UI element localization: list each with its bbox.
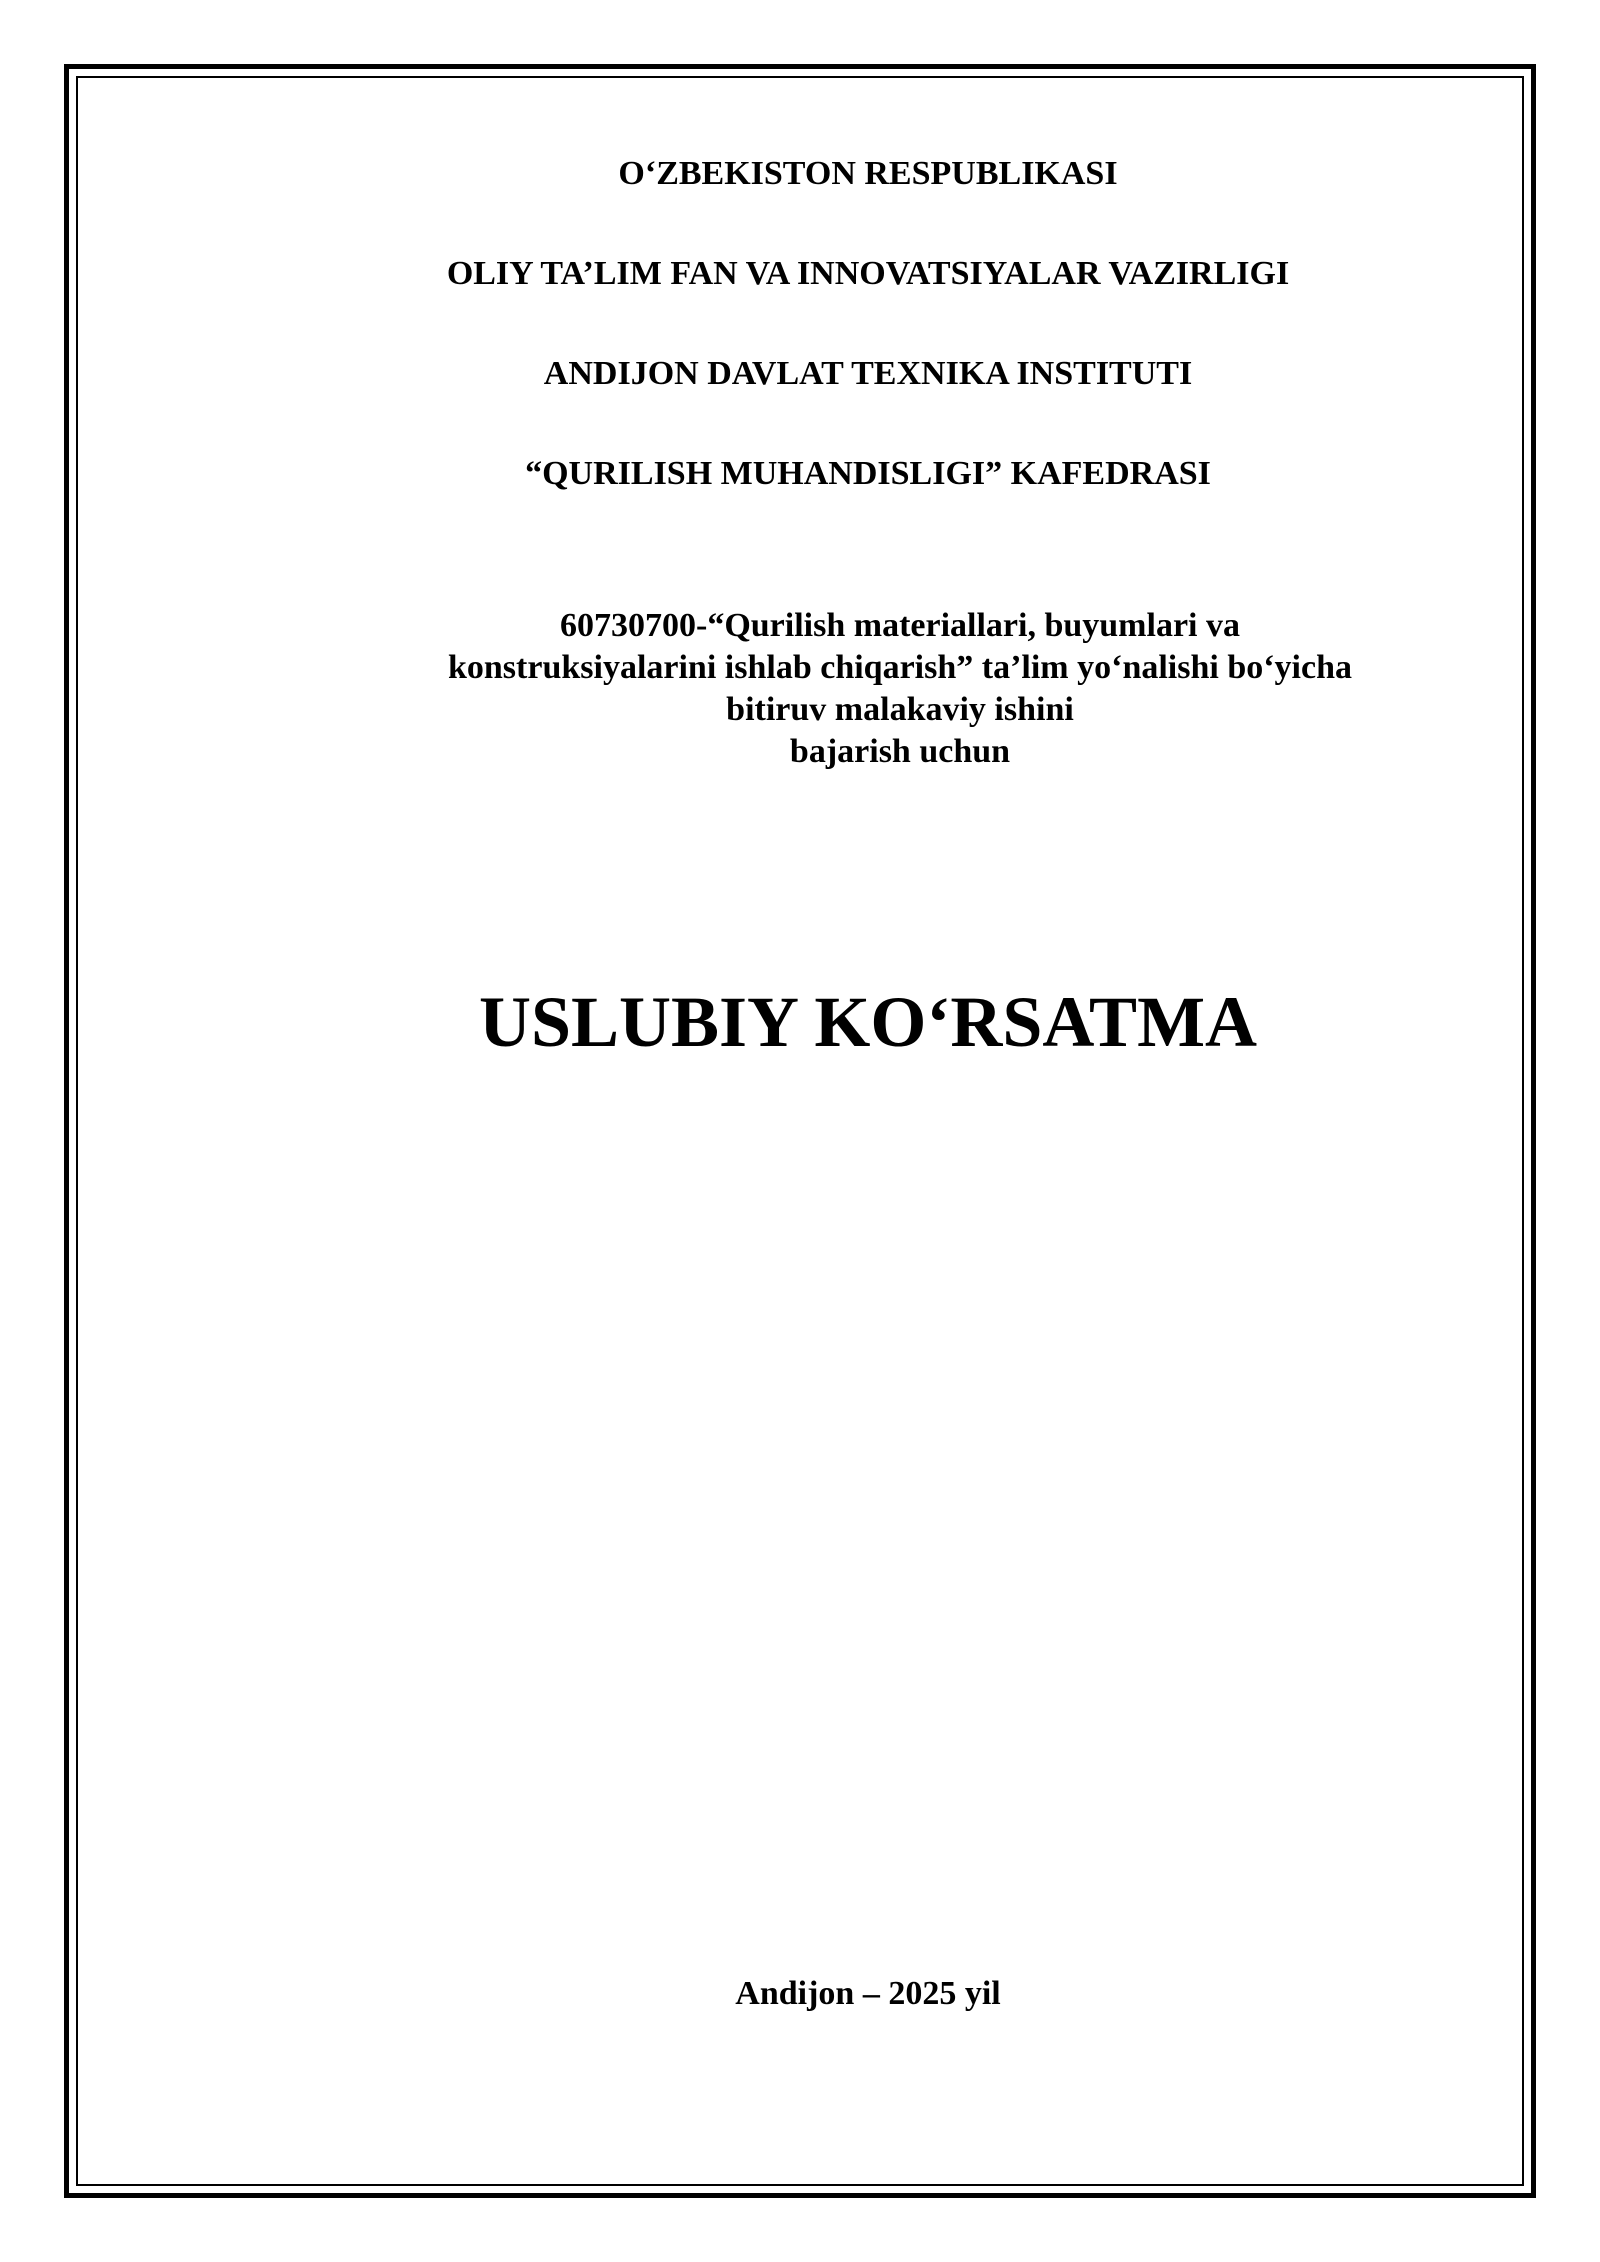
- place-year: Andijon – 2025 yil: [735, 1975, 1001, 2012]
- program-description: [400, 605, 1400, 773]
- country-heading: O‘ZBEKISTON RESPUBLIKASI: [618, 155, 1118, 192]
- ministry-heading: OLIY TA’LIM FAN VA INNOVATSIYALAR VAZIRLIGI: [446, 255, 1290, 292]
- description-line-2: konstruksiyalarini ishlab chiqarish” ta’lim yo‘nalishi bo‘yicha: [447, 649, 1353, 686]
- description-line-4: bajarish uchun: [789, 733, 1011, 770]
- department-heading: “QURILISH MUHANDISLIGI” KAFEDRASI: [525, 455, 1211, 492]
- description-line-1: 60730700-“Qurilish materiallari, buyumlari va: [560, 607, 1240, 644]
- institute-heading: ANDIJON DAVLAT TEXNIKA INSTITUTI: [543, 355, 1193, 392]
- document-title: USLUBIY KO‘RSATMA: [478, 982, 1258, 1062]
- description-line-3: bitiruv malakaviy ishini: [726, 691, 1074, 728]
